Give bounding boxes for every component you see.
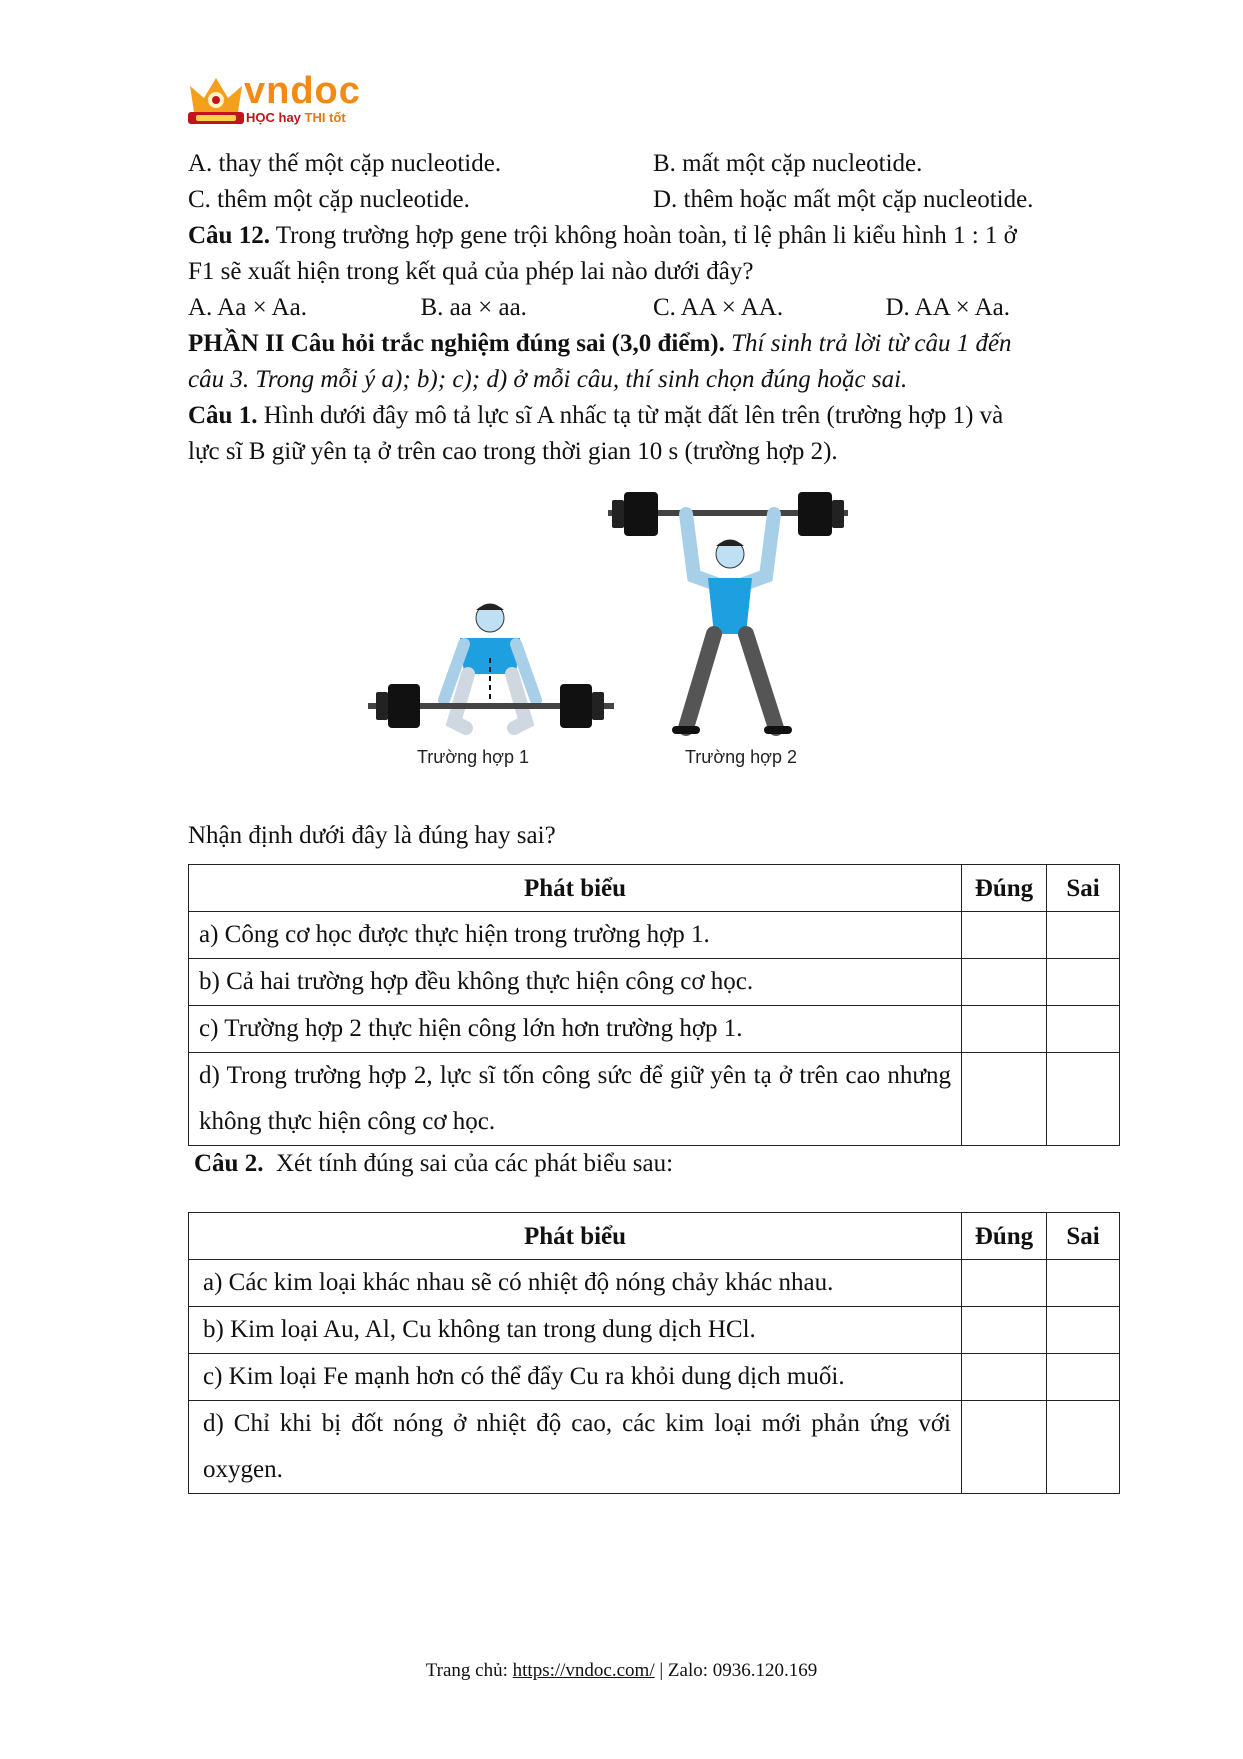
q11-option-a: A. thay thế một cặp nucleotide. xyxy=(188,150,502,177)
q2-stem xyxy=(194,1146,1118,1182)
q1-text-2: lực sĩ B giữ yên tạ ở trên cao trong thời gian 10 s (trường hợp 2). xyxy=(188,438,838,465)
q12-option-c: C. AA × AA. xyxy=(653,294,784,321)
table-header-row xyxy=(189,1213,1120,1260)
q2-c-false-cell[interactable] xyxy=(1047,1354,1120,1401)
q2-b-true-cell[interactable] xyxy=(962,1307,1047,1354)
q1-true-false-table xyxy=(188,864,1120,1146)
q1-stem-line-1 xyxy=(188,398,1118,434)
q2-d-false-cell[interactable] xyxy=(1047,1401,1120,1494)
header-true: Đúng xyxy=(962,1213,1047,1260)
q1-a-true-cell[interactable] xyxy=(962,912,1047,959)
q11-options-row-1 xyxy=(188,146,1118,182)
q12-option-d: D. AA × Aa. xyxy=(885,294,1011,321)
q1-d-false-cell[interactable] xyxy=(1047,1053,1120,1146)
q2-b-false-cell[interactable] xyxy=(1047,1307,1120,1354)
q12-option-b: B. aa × aa. xyxy=(420,294,527,321)
q11-options-row-2 xyxy=(188,182,1118,218)
q2-statement-b: b) Kim loại Au, Al, Cu không tan trong dung dịch HCl. xyxy=(189,1307,962,1354)
q1-statement-d: d) Trong trường hợp 2, lực sĩ tốn công sức để giữ yên tạ ở trên cao nhưng không thực hiện công cơ học. xyxy=(189,1053,962,1146)
q1-statement-b: b) Cả hai trường hợp đều không thực hiện công cơ học. xyxy=(189,959,962,1006)
q12-options xyxy=(188,290,1118,326)
part2-title: PHẦN II Câu hỏi trắc nghiệm đúng sai (3,0 điểm). xyxy=(188,330,725,357)
q1-text-1: Hình dưới đây mô tả lực sĩ A nhấc tạ từ mặt đất lên trên (trường hợp 1) và xyxy=(257,402,1004,429)
q12-text-2: F1 sẽ xuất hiện trong kết quả của phép lai nào dưới đây? xyxy=(188,258,754,285)
q12-stem-line-1 xyxy=(188,218,1118,254)
table-row xyxy=(189,1354,1120,1401)
q2-statement-a: a) Các kim loại khác nhau sẽ có nhiệt độ nóng chảy khác nhau. xyxy=(189,1260,962,1307)
logo-tagline xyxy=(246,110,346,125)
q12-text-1: Trong trường hợp gene trội không hoàn toàn, tỉ lệ phân li kiểu hình 1 : 1 ở xyxy=(269,222,1017,249)
q2-text: Xét tính đúng sai của các phát biểu sau: xyxy=(263,1150,674,1177)
q2-label: Câu 2. xyxy=(194,1150,264,1177)
q2-statement-c: c) Kim loại Fe mạnh hơn có thể đẩy Cu ra khỏi dung dịch muối. xyxy=(189,1354,962,1401)
q11-option-d: D. thêm hoặc mất một cặp nucleotide. xyxy=(653,186,1034,213)
lifter-a-figure xyxy=(368,604,614,728)
part2-instruction-2-text: câu 3. Trong mỗi ý a); b); c); d) ở mỗi câu, thí sinh chọn đúng hoặc sai. xyxy=(188,366,908,393)
q2-a-true-cell[interactable] xyxy=(962,1260,1047,1307)
document-content xyxy=(188,146,1118,1494)
weightlifter-figure xyxy=(188,478,1118,818)
q1-c-false-cell[interactable] xyxy=(1047,1006,1120,1053)
part2-instruction-2 xyxy=(188,362,1118,398)
q1-statement-c: c) Trường hợp 2 thực hiện công lớn hơn trường hợp 1. xyxy=(189,1006,962,1053)
header-false: Sai xyxy=(1047,865,1120,912)
q1-b-false-cell[interactable] xyxy=(1047,959,1120,1006)
part2-instruction-1: Thí sinh trả lời từ câu 1 đến xyxy=(724,330,1012,357)
vndoc-logo[interactable] xyxy=(186,72,366,132)
logo-tagline-part-1: HỌC hay xyxy=(246,110,301,125)
table-row xyxy=(189,1260,1120,1307)
q11-option-c: C. thêm một cặp nucleotide. xyxy=(188,186,470,213)
q1-statement-a: a) Công cơ học được thực hiện trong trường hợp 1. xyxy=(189,912,962,959)
table-row xyxy=(189,1401,1120,1494)
lifter-b-figure xyxy=(608,492,848,730)
q1-c-true-cell[interactable] xyxy=(962,1006,1047,1053)
q1-d-true-cell[interactable] xyxy=(962,1053,1047,1146)
q2-d-true-cell[interactable] xyxy=(962,1401,1047,1494)
part2-heading xyxy=(188,326,1118,362)
table-row xyxy=(189,1006,1120,1053)
q1-b-true-cell[interactable] xyxy=(962,959,1047,1006)
logo-crown-icon xyxy=(186,72,246,132)
q11-option-b: B. mất một cặp nucleotide. xyxy=(653,150,923,177)
q12-option-a: A. Aa × Aa. xyxy=(188,294,307,321)
table-row xyxy=(189,912,1120,959)
q2-statement-d: d) Chỉ khi bị đốt nóng ở nhiệt độ cao, các kim loại mới phản ứng với oxygen. xyxy=(189,1401,962,1494)
table-row xyxy=(189,959,1120,1006)
q1-prompt: Nhận định dưới đây là đúng hay sai? xyxy=(188,822,556,849)
logo-wordmark: vndoc xyxy=(244,70,361,112)
weightlifter-illustration xyxy=(188,478,1118,818)
header-statement: Phát biểu xyxy=(189,1213,962,1260)
header-statement: Phát biểu xyxy=(189,865,962,912)
table-row xyxy=(189,1307,1120,1354)
q2-c-true-cell[interactable] xyxy=(962,1354,1047,1401)
q1-label: Câu 1. xyxy=(188,402,258,429)
q2-a-false-cell[interactable] xyxy=(1047,1260,1120,1307)
page-footer xyxy=(0,1660,1243,1682)
table-row xyxy=(189,1053,1120,1146)
q2-true-false-table xyxy=(188,1212,1120,1494)
q12-label: Câu 12. xyxy=(188,222,270,249)
table-header-row xyxy=(189,865,1120,912)
q1-a-false-cell[interactable] xyxy=(1047,912,1120,959)
logo-tagline-part-2: THI tốt xyxy=(304,110,346,125)
header-true: Đúng xyxy=(962,865,1047,912)
footer-home-link[interactable]: https://vndoc.com/ xyxy=(512,1660,655,1681)
header-false: Sai xyxy=(1047,1213,1120,1260)
figure-caption-case-1: Trường hợp 1 xyxy=(416,747,530,767)
figure-caption-case-2: Trường hợp 2 xyxy=(684,747,798,767)
footer-zalo: | Zalo: 0936.120.169 xyxy=(654,1660,818,1681)
footer-label: Trang chủ: xyxy=(425,1660,513,1681)
